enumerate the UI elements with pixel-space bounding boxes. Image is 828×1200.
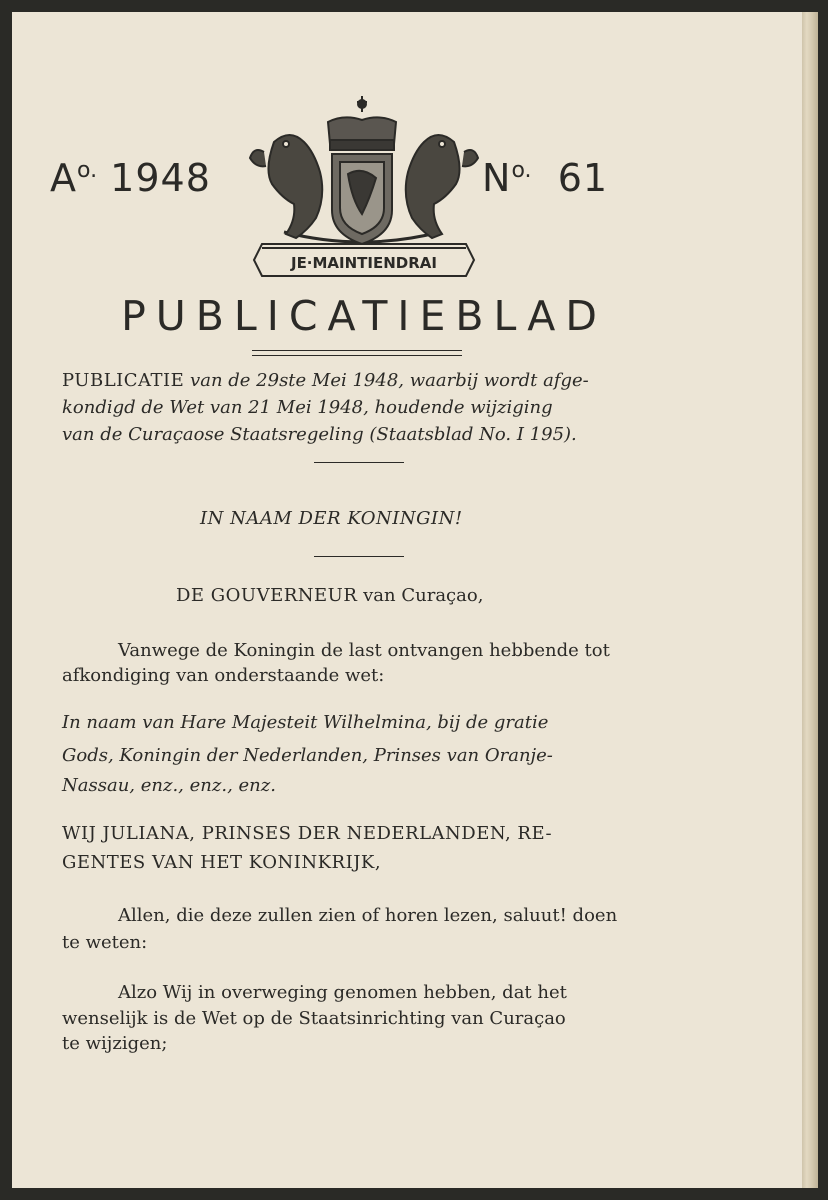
page-edge	[802, 12, 818, 1188]
paragraph-5-line-3: te wijzigen;	[62, 1033, 168, 1054]
paragraph-3-line-1: WIJ JULIANA, PRINSES DER NEDERLANDEN, RE-	[62, 823, 553, 844]
paragraph-3-line-2: GENTES VAN HET KONINKRIJK,	[62, 852, 382, 873]
publication-line-3: van de Curaçaose Staatsregeling (Staatsblad No. I 195).	[62, 424, 577, 445]
paragraph-4-line-2: te weten:	[62, 932, 148, 953]
publication-line-1-rest: van de 29ste Mei 1948, waarbij wordt afge-	[190, 370, 589, 391]
publication-lead: PUBLICATIE	[62, 370, 185, 391]
number-value: 61	[557, 156, 609, 200]
number-sup: o.	[511, 158, 532, 183]
coat-of-arms-icon	[244, 92, 484, 277]
publication-line-2: kondigd de Wet van 21 Mei 1948, houdende wijziging	[62, 397, 553, 418]
paragraph-5-line-1: Alzo Wij in overweging genomen hebben, dat het	[118, 982, 567, 1003]
title-rule-bottom	[252, 355, 462, 356]
paragraph-2-line-3: Nassau, enz., enz., enz.	[62, 775, 276, 796]
year-value: 1948	[110, 156, 211, 200]
paragraph-4-line-1: Allen, die deze zullen zien of horen lezen, saluut! doen	[118, 905, 618, 926]
crest-motto: JE·MAINTIENDRAI	[290, 254, 438, 272]
paragraph-5-line-2: wenselijk is de Wet op de Staatsinrichting van Curaçao	[62, 1008, 566, 1029]
governor-line	[176, 585, 483, 606]
paragraph-2-line-2: Gods, Koningin der Nederlanden, Prinses van Oranje-	[62, 745, 553, 766]
publication-line-1	[62, 370, 589, 391]
title-rule-top	[252, 350, 462, 351]
governor-lead: DE GOUVERNEUR	[176, 585, 358, 606]
proclamation: IN NAAM DER KONINGIN!	[200, 508, 463, 529]
governor-rest: van Curaçao,	[363, 585, 484, 606]
year-label	[50, 156, 211, 200]
paragraph-1-line-2: afkondiging van onderstaande wet:	[62, 665, 385, 686]
year-prefix: A	[50, 156, 77, 200]
separator-2	[314, 556, 404, 557]
paragraph-1-line-1: Vanwege de Koningin de last ontvangen hebbende tot	[118, 640, 610, 661]
paragraph-2-line-1: In naam van Hare Majesteit Wilhelmina, bij de gratie	[62, 712, 549, 733]
number-label	[482, 156, 608, 200]
year-sup: o.	[77, 158, 98, 183]
number-prefix: N	[482, 156, 512, 200]
separator-1	[314, 462, 404, 463]
page-title: PUBLICATIEBLAD	[121, 292, 607, 340]
